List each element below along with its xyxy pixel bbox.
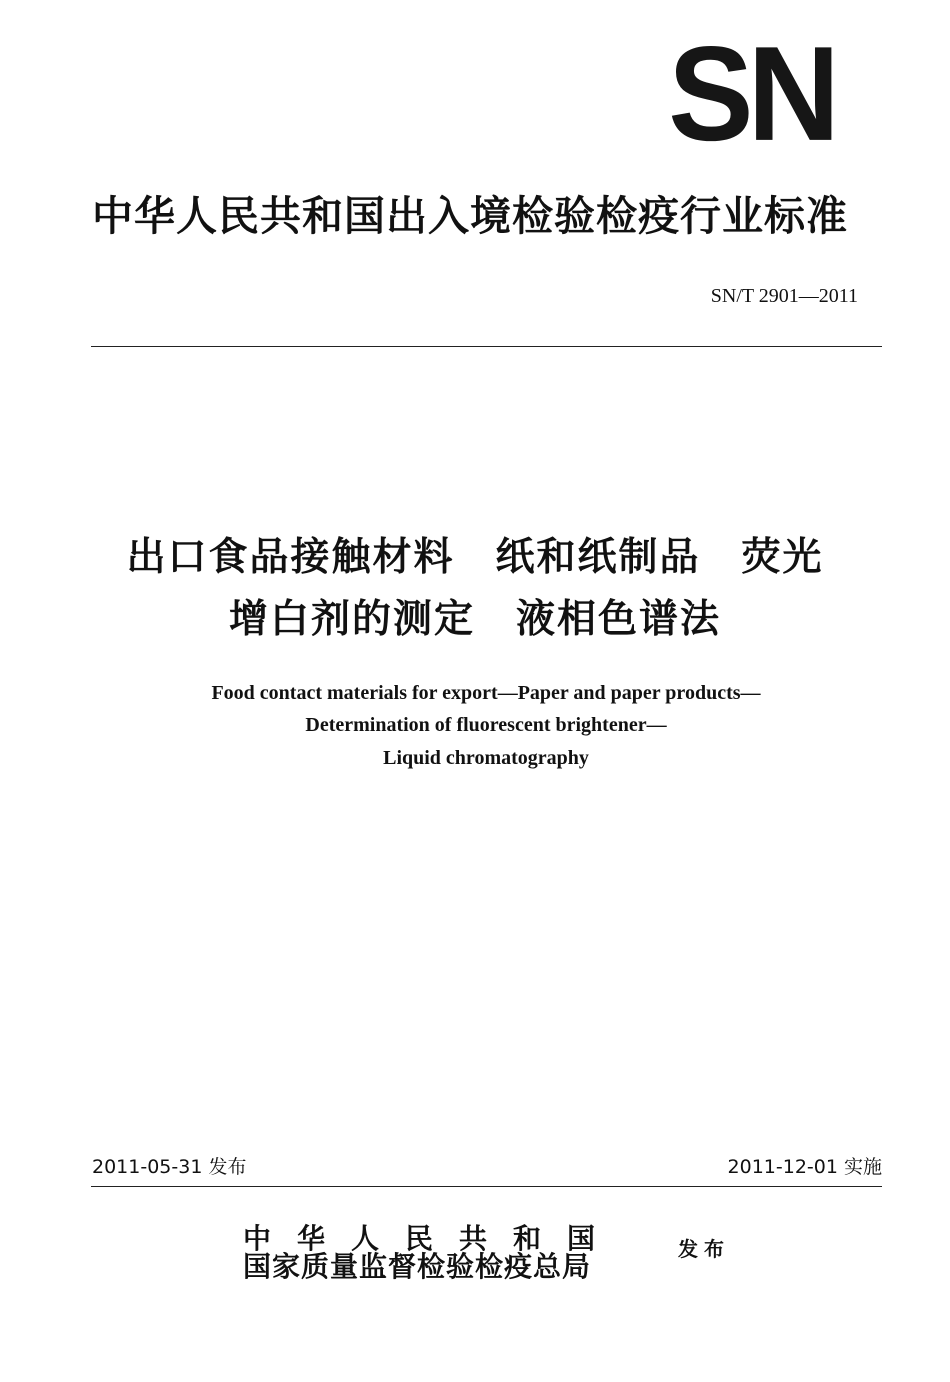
publisher-line-1: 中华人民共和国 [243, 1222, 622, 1255]
publisher-line-2: 国家质量监督检验检疫总局 [243, 1250, 592, 1283]
english-title-line-3: Liquid chromatography [383, 747, 589, 769]
english-title-line-2: Determination of fluorescent brightener— [305, 714, 667, 736]
publisher-suffix: 发布 [678, 1237, 730, 1261]
sn-logo: SN [668, 19, 834, 170]
standard-category-title: 中华人民共和国出入境检验检疫行业标准 [92, 192, 848, 240]
english-title-line-1: Food contact materials for export—Paper and paper products— [211, 682, 761, 704]
standard-code: SN/T 2901—2011 [710, 285, 858, 307]
implementation-date: 2011-12-01 实施 [727, 1156, 882, 1178]
chinese-title-line-2: 增白剂的测定 液相色谱法 [228, 597, 721, 642]
footer-divider [91, 1186, 882, 1187]
header-divider [91, 346, 882, 347]
issue-date: 2011-05-31 发布 [92, 1156, 247, 1178]
chinese-title-line-1: 出口食品接触材料 纸和纸制品 荧光 [126, 535, 824, 580]
